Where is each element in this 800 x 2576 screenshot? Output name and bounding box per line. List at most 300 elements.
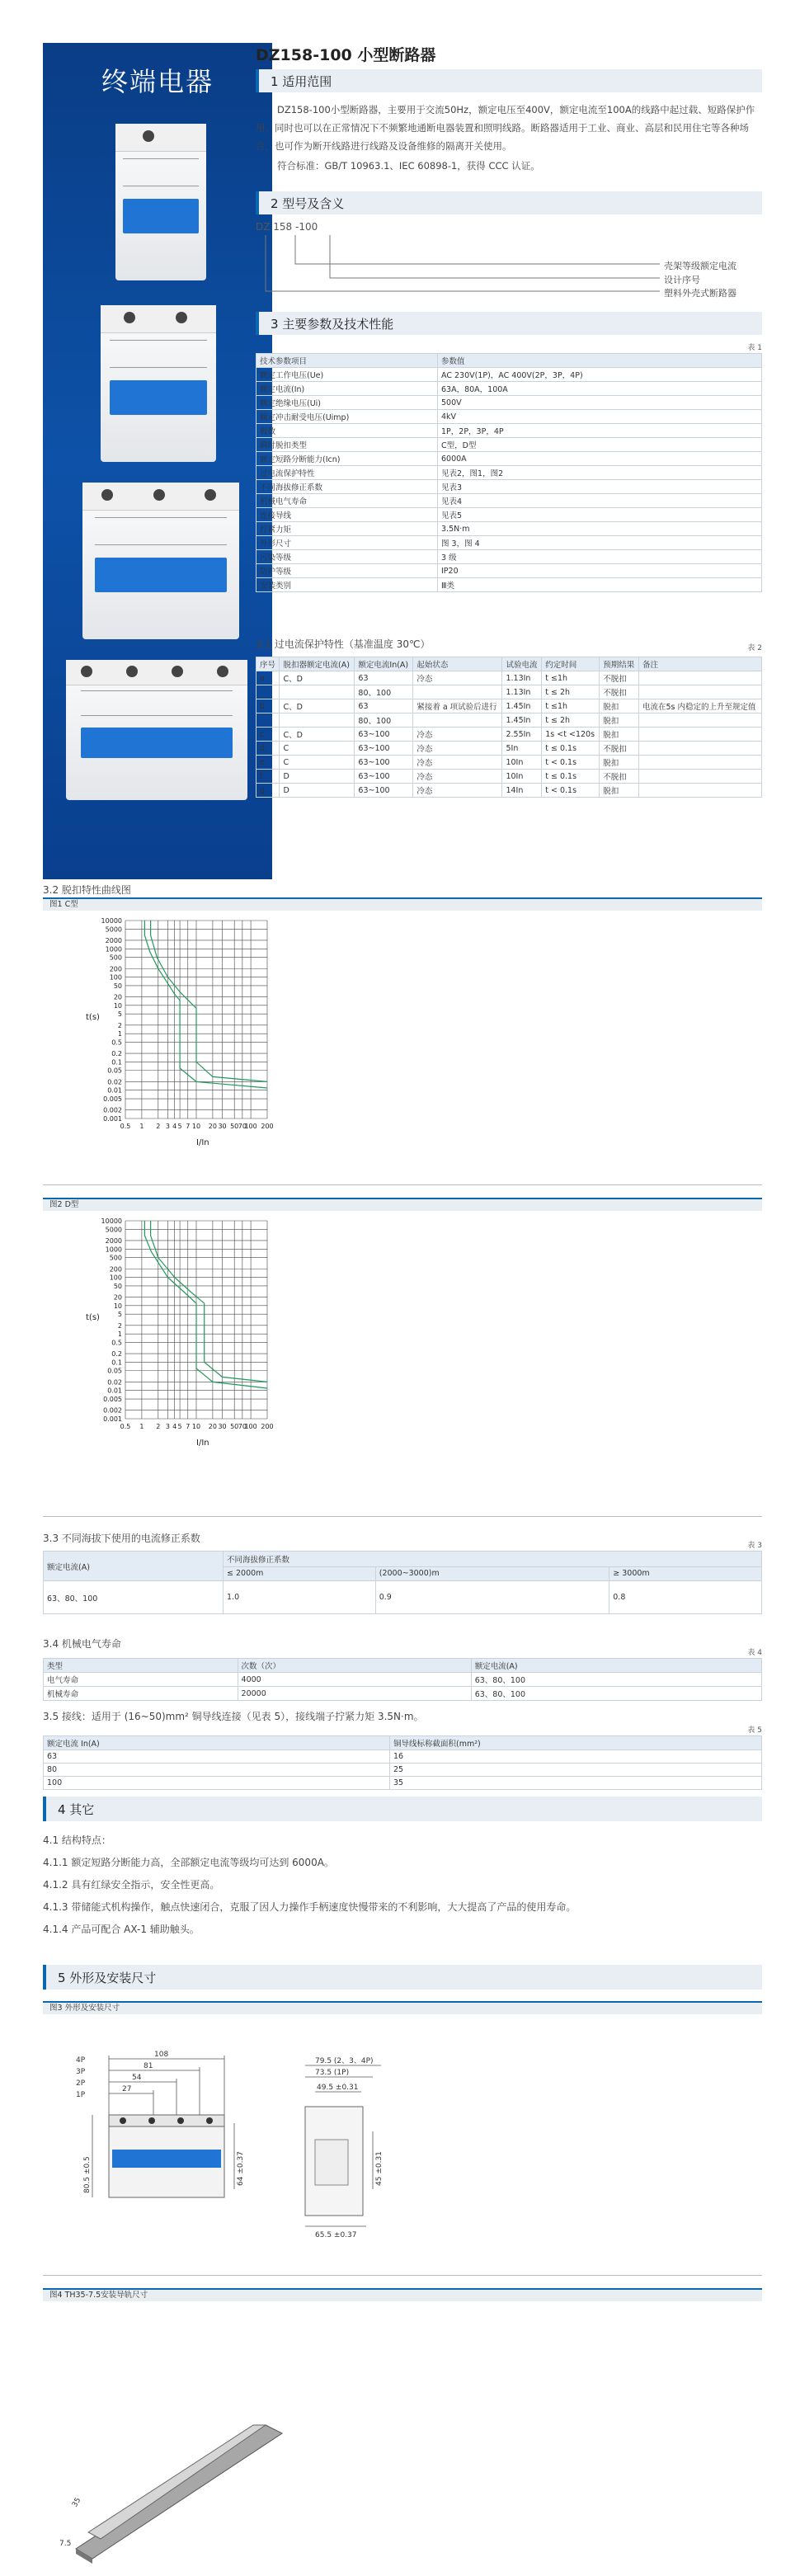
figure3-bar: 图3 外形及安装尺寸 bbox=[43, 2001, 762, 2014]
dim-81: 81 bbox=[144, 2062, 153, 2070]
table-cell: 防护等级 bbox=[256, 564, 438, 578]
table-header: 预期结果 bbox=[600, 657, 639, 671]
trip-curve bbox=[151, 1221, 267, 1382]
x-tick-label: 100 bbox=[244, 1423, 257, 1430]
x-axis-label: I/In bbox=[196, 1138, 209, 1147]
x-tick-label: 5 bbox=[177, 1423, 182, 1430]
table-cell: 不同海拔修正系数 bbox=[256, 480, 438, 494]
c-type-curve-chart bbox=[43, 911, 762, 1183]
table-cell: D bbox=[280, 770, 355, 784]
y-tick-label: 10 bbox=[113, 1302, 122, 1310]
figure2-divider bbox=[43, 1516, 762, 1517]
label-2p: 2P bbox=[76, 2079, 86, 2088]
label-3p: 3P bbox=[76, 2068, 86, 2076]
y-tick-label: 10 bbox=[113, 1001, 122, 1010]
table-cell: C、D bbox=[280, 699, 355, 713]
table-cell: AC 230V(1P)，AC 400V(2P，3P，4P) bbox=[438, 368, 762, 382]
x-axis-label: I/In bbox=[196, 1439, 209, 1448]
table-row bbox=[256, 508, 762, 522]
table-row bbox=[256, 466, 762, 480]
table-row bbox=[256, 368, 762, 382]
feature-item: 4.1 结构特点： bbox=[43, 1834, 111, 1846]
table-cell: e bbox=[256, 756, 280, 770]
y-tick-label: 5000 bbox=[105, 1226, 122, 1234]
table-header: 备注 bbox=[638, 657, 761, 671]
x-tick-label: 200 bbox=[261, 1123, 274, 1130]
y-tick-label: 2000 bbox=[105, 936, 122, 944]
table-cell: 过电流保护特性 bbox=[256, 466, 438, 480]
table-row bbox=[256, 522, 762, 536]
x-tick-label: 10 bbox=[191, 1123, 201, 1130]
table-cell: 额定电流(In) bbox=[256, 382, 438, 396]
table2-caption: 3.1 过电流保护特性（基准温度 30℃） bbox=[256, 638, 431, 650]
table-cell bbox=[638, 756, 761, 770]
trip-curve bbox=[151, 921, 267, 1081]
d-type-curve-chart bbox=[43, 1211, 762, 1508]
table-cell: b bbox=[256, 699, 280, 713]
y-tick-label: 0.002 bbox=[103, 1106, 122, 1114]
table-cell: D bbox=[280, 784, 355, 798]
x-tick-label: 70 bbox=[238, 1123, 247, 1130]
dim-108: 108 bbox=[154, 2051, 169, 2059]
table-row bbox=[44, 1736, 762, 1750]
table-cell: 63~100 bbox=[355, 742, 413, 756]
table-cell: 63 bbox=[355, 699, 413, 713]
table-cell: C bbox=[280, 742, 355, 756]
t1-header: 技术参数项目 bbox=[256, 354, 438, 368]
x-tick-label: 2 bbox=[156, 1123, 161, 1130]
table-cell: C型，D型 bbox=[438, 438, 762, 452]
x-tick-label: 20 bbox=[208, 1423, 217, 1430]
x-tick-label: 5 bbox=[177, 1123, 182, 1130]
table-row bbox=[256, 424, 762, 438]
table-cell: 3 级 bbox=[438, 550, 762, 564]
trip-curve bbox=[144, 921, 267, 1088]
params-table bbox=[256, 353, 762, 592]
table-row bbox=[256, 699, 762, 713]
table-cell bbox=[638, 770, 761, 784]
section-scope-heading: 1 适用范围 bbox=[256, 69, 762, 92]
x-tick-label: 4 bbox=[172, 1423, 177, 1430]
label-4p: 4P bbox=[76, 2056, 86, 2065]
table-cell: 63A，80A，100A bbox=[438, 382, 762, 396]
y-tick-label: 0.02 bbox=[107, 1078, 122, 1086]
table-row bbox=[256, 578, 762, 592]
y-tick-label: 5 bbox=[117, 1010, 122, 1019]
table-row bbox=[256, 784, 762, 798]
table-row bbox=[44, 1764, 762, 1777]
rail-dim-35: 35 bbox=[70, 2496, 83, 2509]
table-cell: t ≤1h bbox=[542, 699, 600, 713]
feature-item: 4.1.1 额定短路分断能力高，全部额定电流等级均可达到 6000A。 bbox=[43, 1857, 334, 1868]
table-cell: t ≤ 0.1s bbox=[542, 742, 600, 756]
y-tick-label: 20 bbox=[113, 1293, 122, 1302]
table5-number: 表 5 bbox=[747, 1726, 762, 1735]
life-caption: 3.4 机械电气寿命 bbox=[43, 1638, 121, 1650]
y-tick-label: 2 bbox=[117, 1321, 122, 1330]
table-cell bbox=[638, 728, 761, 742]
table-header: 铜导线标称截面积(mm²) bbox=[390, 1736, 762, 1750]
breaker-1p-image bbox=[115, 124, 206, 280]
table-cell: 63~100 bbox=[355, 770, 413, 784]
table-cell: 外形尺寸 bbox=[256, 536, 438, 550]
y-tick-label: 0.01 bbox=[107, 1387, 122, 1395]
table-cell: 6000A bbox=[438, 452, 762, 466]
x-tick-label: 30 bbox=[218, 1423, 227, 1430]
dim-49: 49.5 ±0.31 bbox=[317, 2084, 359, 2092]
brand-title: 终端电器 bbox=[101, 66, 214, 97]
x-tick-label: 1 bbox=[139, 1423, 144, 1430]
table-cell: 见表2，图1，图2 bbox=[438, 466, 762, 480]
table-header: 约定时间 bbox=[542, 657, 600, 671]
table-cell: 冷态 bbox=[413, 671, 502, 685]
y-tick-label: 0.001 bbox=[103, 1115, 122, 1123]
y-tick-label: 0.01 bbox=[107, 1086, 122, 1095]
y-tick-label: 0.2 bbox=[111, 1350, 122, 1359]
table-cell: 机械寿命 bbox=[44, 1687, 238, 1701]
table-cell: a bbox=[256, 671, 280, 685]
y-tick-label: 10000 bbox=[101, 1217, 122, 1225]
t3-col: (2000~3000)m bbox=[375, 1566, 609, 1580]
wiring-table bbox=[43, 1735, 762, 1790]
y-tick-label: 200 bbox=[109, 965, 122, 973]
y-tick-label: 2 bbox=[117, 1021, 122, 1029]
table-row bbox=[256, 396, 762, 410]
figure1-bar: 图1 C型 bbox=[43, 897, 762, 911]
table-row bbox=[256, 564, 762, 578]
standards-line: 符合标准：GB/T 10963.1、IEC 60898-1，获得 CCC 认证。 bbox=[277, 160, 540, 172]
table-cell: 4000 bbox=[238, 1673, 471, 1687]
rail-drawing bbox=[43, 2301, 762, 2565]
y-tick-label: 0.05 bbox=[107, 1067, 122, 1075]
table-cell: t ≤ 2h bbox=[542, 713, 600, 728]
y-tick-label: 0.1 bbox=[111, 1359, 122, 1367]
table-row bbox=[44, 1673, 762, 1687]
table-cell: 脱扣 bbox=[600, 699, 639, 713]
y-tick-label: 0.1 bbox=[111, 1058, 122, 1067]
x-tick-label: 10 bbox=[191, 1423, 201, 1430]
table-cell: 脱扣 bbox=[600, 728, 639, 742]
y-tick-label: 1 bbox=[117, 1030, 122, 1038]
dim-73: 73.5 (1P) bbox=[315, 2069, 350, 2077]
x-tick-label: 1 bbox=[139, 1123, 144, 1130]
x-tick-label: 50 bbox=[230, 1123, 239, 1130]
table-cell: 安装类别 bbox=[256, 578, 438, 592]
table-cell: 80 bbox=[44, 1764, 390, 1777]
table-row bbox=[44, 1777, 762, 1790]
table-cell: 16 bbox=[390, 1750, 762, 1764]
t3-cell: 1.0 bbox=[224, 1581, 376, 1614]
page-title: DZ158-100 小型断路器 bbox=[256, 46, 436, 64]
curve-section-caption: 3.2 脱扣特性曲线图 bbox=[43, 884, 131, 896]
table-cell: 10In bbox=[502, 770, 542, 784]
table-cell: 冷态 bbox=[413, 728, 502, 742]
table-row bbox=[256, 410, 762, 424]
y-tick-label: 5000 bbox=[105, 925, 122, 934]
table-header: 起始状态 bbox=[413, 657, 502, 671]
table-cell bbox=[638, 671, 761, 685]
table-cell: 紧接着 a 项试验后进行 bbox=[413, 699, 502, 713]
table3-number: 表 3 bbox=[747, 1542, 762, 1550]
table-header: 类型 bbox=[44, 1659, 238, 1673]
table-header: 脱扣器额定电流(A) bbox=[280, 657, 355, 671]
table-cell: 冷态 bbox=[413, 742, 502, 756]
table-cell: 35 bbox=[390, 1777, 762, 1790]
table-header: 额定电流(A) bbox=[471, 1659, 761, 1673]
table-cell: C、D bbox=[280, 671, 355, 685]
y-tick-label: 2000 bbox=[105, 1236, 122, 1245]
table-cell: 1.13In bbox=[502, 685, 542, 699]
outline-drawing bbox=[43, 2016, 762, 2272]
table-cell: 电气寿命 bbox=[44, 1673, 238, 1687]
x-tick-label: 200 bbox=[261, 1423, 274, 1430]
life-table bbox=[43, 1658, 762, 1701]
table-row bbox=[44, 1687, 762, 1701]
table-row bbox=[256, 480, 762, 494]
table-row bbox=[256, 770, 762, 784]
table-cell: 不脱扣 bbox=[600, 685, 639, 699]
table-row bbox=[256, 713, 762, 728]
y-axis-label: t(s) bbox=[86, 1013, 100, 1022]
y-tick-label: 500 bbox=[109, 954, 122, 962]
table-cell: 20000 bbox=[238, 1687, 471, 1701]
feature-item: 4.1.3 带储能式机构操作，触点快速闭合，克服了因人力操作手柄速度快慢带来的不利影响，大大提高了产品的使用寿命。 bbox=[43, 1901, 576, 1913]
table-cell: 1P，2P，3P，4P bbox=[438, 424, 762, 438]
table-cell: t < 0.1s bbox=[542, 784, 600, 798]
t3-h2: 不同海拔修正系数 bbox=[224, 1552, 762, 1567]
table-cell: 见表5 bbox=[438, 508, 762, 522]
table-cell: 冷态 bbox=[413, 756, 502, 770]
y-tick-label: 5 bbox=[117, 1311, 122, 1319]
table-cell: 63~100 bbox=[355, 784, 413, 798]
table-cell: 3.5N·m bbox=[438, 522, 762, 536]
table-cell: 机械电气寿命 bbox=[256, 494, 438, 508]
table-cell bbox=[638, 713, 761, 728]
y-axis-label: t(s) bbox=[86, 1313, 100, 1322]
table-cell: 1.45In bbox=[502, 699, 542, 713]
table-row bbox=[256, 685, 762, 699]
section-other-heading: 4 其它 bbox=[43, 1797, 762, 1821]
figure4-bar: 图4 TH35-7.5安装导轨尺寸 bbox=[43, 2288, 762, 2301]
table-row bbox=[256, 438, 762, 452]
y-tick-label: 0.001 bbox=[103, 1415, 122, 1423]
x-tick-label: 100 bbox=[244, 1123, 257, 1130]
y-tick-label: 1000 bbox=[105, 945, 122, 954]
table-cell bbox=[638, 685, 761, 699]
x-tick-label: 20 bbox=[208, 1123, 217, 1130]
table-cell: 污染等级 bbox=[256, 550, 438, 564]
y-tick-label: 1000 bbox=[105, 1246, 122, 1254]
altitude-caption: 3.3 不同海拔下使用的电流修正系数 bbox=[43, 1533, 200, 1544]
table-cell: 25 bbox=[390, 1764, 762, 1777]
table-cell: 14In bbox=[502, 784, 542, 798]
table-row bbox=[256, 536, 762, 550]
table-cell: 额定短路分断能力(Icn) bbox=[256, 452, 438, 466]
table-row bbox=[256, 756, 762, 770]
x-tick-label: 0.5 bbox=[120, 1423, 131, 1430]
y-tick-label: 500 bbox=[109, 1254, 122, 1262]
table1-number: 表 1 bbox=[747, 344, 762, 352]
table-header: 额定电流In(A) bbox=[355, 657, 413, 671]
t3-col: ≤ 2000m bbox=[224, 1566, 376, 1580]
section-dimensions-heading: 5 外形及安装尺寸 bbox=[43, 1965, 762, 1990]
table-cell: 冷态 bbox=[413, 770, 502, 784]
dim-80: 80.5 ±0.5 bbox=[83, 2156, 92, 2193]
table-cell bbox=[256, 713, 280, 728]
table-cell: 500V bbox=[438, 396, 762, 410]
table-cell bbox=[280, 685, 355, 699]
table-cell: 电流在5s 内稳定的上升至规定值 bbox=[638, 699, 761, 713]
table-row bbox=[256, 494, 762, 508]
table-cell bbox=[413, 685, 502, 699]
breaker-2p-image bbox=[101, 305, 216, 462]
table-cell: 5In bbox=[502, 742, 542, 756]
table-cell: 冷态 bbox=[413, 784, 502, 798]
dim-27: 27 bbox=[122, 2085, 132, 2093]
table-cell: 1.45In bbox=[502, 713, 542, 728]
table-cell: 2.55In bbox=[502, 728, 542, 742]
table-row bbox=[256, 671, 762, 685]
table-cell: C bbox=[280, 756, 355, 770]
model-label-type: 塑料外壳式断路器 bbox=[664, 288, 736, 299]
table-cell bbox=[413, 713, 502, 728]
table-cell: 见表3 bbox=[438, 480, 762, 494]
trip-characteristics-table bbox=[256, 657, 762, 798]
table-cell: 拧紧力矩 bbox=[256, 522, 438, 536]
table-cell: 脱扣 bbox=[600, 756, 639, 770]
table-cell: 10In bbox=[502, 756, 542, 770]
table-cell: 额定绝缘电压(Ui) bbox=[256, 396, 438, 410]
feature-item: 4.1.4 产品可配合 AX-1 辅助触头。 bbox=[43, 1924, 200, 1935]
section-model-heading: 2 型号及含义 bbox=[256, 191, 762, 214]
table-cell: Ⅲ类 bbox=[438, 578, 762, 592]
figure3-divider bbox=[43, 2275, 762, 2276]
table-row bbox=[256, 742, 762, 756]
table-header: 试验电流 bbox=[502, 657, 542, 671]
table-cell bbox=[256, 685, 280, 699]
table-cell: g bbox=[256, 784, 280, 798]
model-label-frame: 壳架等级额定电流 bbox=[664, 261, 736, 271]
table-header: 额定电流 In(A) bbox=[44, 1736, 390, 1750]
y-tick-label: 100 bbox=[109, 973, 122, 982]
section-params-heading: 3 主要参数及技术性能 bbox=[256, 312, 762, 335]
y-tick-label: 10000 bbox=[101, 917, 122, 925]
y-tick-label: 50 bbox=[113, 982, 122, 990]
y-tick-label: 0.5 bbox=[111, 1038, 122, 1047]
table-cell: 1s <t <120s bbox=[542, 728, 600, 742]
x-tick-label: 70 bbox=[238, 1423, 247, 1430]
table-cell: t ≤ 0.1s bbox=[542, 770, 600, 784]
table-cell: 瞬时脱扣类型 bbox=[256, 438, 438, 452]
table-cell: 不脱扣 bbox=[600, 770, 639, 784]
dim-65: 65.5 ±0.37 bbox=[315, 2231, 357, 2239]
breaker-3p-image bbox=[82, 483, 239, 639]
table2-number: 表 2 bbox=[747, 644, 762, 652]
table-cell: 额定工作电压(Ue) bbox=[256, 368, 438, 382]
table-cell: 脱扣 bbox=[600, 784, 639, 798]
other-list bbox=[43, 1831, 762, 1943]
table-cell: 63 bbox=[44, 1750, 390, 1764]
table-cell: 4kV bbox=[438, 410, 762, 424]
table-cell: 63、80、100 bbox=[471, 1687, 761, 1701]
table-cell: 1.13In bbox=[502, 671, 542, 685]
table-cell: c bbox=[256, 728, 280, 742]
table4-number: 表 4 bbox=[747, 1649, 762, 1657]
table-cell: 63~100 bbox=[355, 728, 413, 742]
feature-item: 4.1.2 具有红绿安全指示，安全性更高。 bbox=[43, 1879, 220, 1891]
dim-54: 54 bbox=[132, 2074, 142, 2082]
table-row bbox=[256, 550, 762, 564]
x-tick-label: 0.5 bbox=[120, 1123, 131, 1130]
table-cell: C、D bbox=[280, 728, 355, 742]
table-cell: 极数 bbox=[256, 424, 438, 438]
y-tick-label: 0.02 bbox=[107, 1378, 122, 1387]
t3-col: ≥ 3000m bbox=[609, 1566, 762, 1580]
wiring-caption: 3.5 接线：适用于 (16~50)mm² 铜导线连接（见表 5），接线端子拧紧力矩 3.5N·m。 bbox=[43, 1711, 424, 1722]
breaker-4p-image bbox=[66, 660, 247, 800]
table-cell bbox=[638, 784, 761, 798]
t3-cell: 63、80、100 bbox=[44, 1581, 224, 1614]
table-header: 序号 bbox=[256, 657, 280, 671]
x-tick-label: 50 bbox=[230, 1423, 239, 1430]
table-cell: d bbox=[256, 742, 280, 756]
altitude-table bbox=[43, 1551, 762, 1614]
table-row bbox=[44, 1659, 762, 1673]
table-cell: 脱扣 bbox=[600, 713, 639, 728]
t1-header: 参数值 bbox=[438, 354, 762, 368]
table-cell: 图 3，图 4 bbox=[438, 536, 762, 550]
y-tick-label: 200 bbox=[109, 1265, 122, 1274]
table-cell bbox=[280, 713, 355, 728]
table-cell: 额定冲击耐受电压(Uimp) bbox=[256, 410, 438, 424]
dim-45: 45 ±0.31 bbox=[375, 2151, 384, 2186]
label-1p: 1P bbox=[76, 2091, 86, 2099]
y-tick-label: 0.002 bbox=[103, 1406, 122, 1415]
model-label-series: 设计序号 bbox=[664, 275, 700, 285]
rail-dim-7: 7.5 bbox=[59, 2540, 72, 2548]
dim-79: 79.5 (2、3、4P) bbox=[315, 2057, 374, 2065]
table-cell: t ≤1h bbox=[542, 671, 600, 685]
y-tick-label: 0.2 bbox=[111, 1050, 122, 1058]
table-cell: 100 bbox=[44, 1777, 390, 1790]
x-tick-label: 7 bbox=[186, 1423, 191, 1430]
table-cell: 不脱扣 bbox=[600, 671, 639, 685]
table-cell bbox=[638, 742, 761, 756]
y-tick-label: 1 bbox=[117, 1330, 122, 1339]
table-cell: t ≤ 2h bbox=[542, 685, 600, 699]
table-header: 次数（次） bbox=[238, 1659, 471, 1673]
y-tick-label: 0.005 bbox=[103, 1396, 122, 1404]
y-tick-label: 0.005 bbox=[103, 1095, 122, 1104]
table-row bbox=[256, 382, 762, 396]
table-cell: 不脱扣 bbox=[600, 742, 639, 756]
table-row bbox=[256, 452, 762, 466]
x-tick-label: 4 bbox=[172, 1123, 177, 1130]
y-tick-label: 0.05 bbox=[107, 1367, 122, 1375]
t3-cell: 0.9 bbox=[375, 1581, 609, 1614]
figure1-divider bbox=[43, 1184, 762, 1185]
table-cell: 80、100 bbox=[355, 685, 413, 699]
x-tick-label: 3 bbox=[165, 1123, 170, 1130]
table-cell: 63~100 bbox=[355, 756, 413, 770]
model-code: DZ 158 -100 bbox=[256, 221, 318, 233]
table-cell: 80、100 bbox=[355, 713, 413, 728]
table-cell: f bbox=[256, 770, 280, 784]
y-tick-label: 20 bbox=[113, 993, 122, 1001]
scope-paragraph: DZ158-100小型断路器，主要用于交流50Hz，额定电压至400V，额定电流至100A的线路中起过载、短路保护作用，同时也可以在正常情况下不频繁地通断电器装置和照明线路。断路器适用于工业、商业、高层和民用住宅等各种场合，也可作为断开线路进行线路及设备维修的隔离开关使用。 bbox=[256, 104, 755, 152]
table-cell: 63 bbox=[355, 671, 413, 685]
x-tick-label: 7 bbox=[186, 1123, 191, 1130]
